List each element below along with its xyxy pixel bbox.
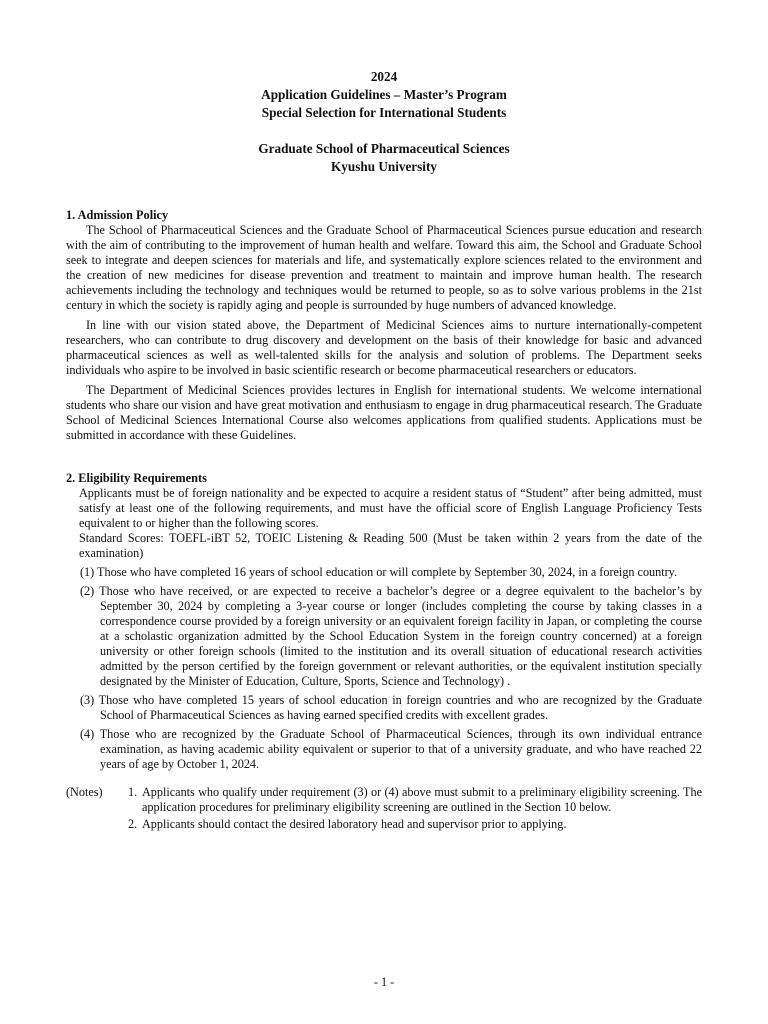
admission-policy-paragraph: The School of Pharmaceutical Sciences and the Graduate School of Pharmaceutical Sciences pursue education and research with the aim of contributing to the improvement of human health and welfare. Toward this aim, the School and Graduate School seek to integrate and deepen sciences for materials and life, and systematically explore sciences related to the environment and the creation of new medicines for disease prevention and treatment to maintain and improve human health. The research achievements including the technology and techniques would be returned to people, so as to solve various problems in the 21st century in which the society is rapidly aging and people is surrounded by huge numbers of advanced knowledge. — [66, 223, 702, 312]
requirement-item — [80, 693, 702, 723]
notes-block — [66, 785, 702, 834]
standard-scores: Standard Scores: TOEFL-iBT 52, TOEIC Listening & Reading 500 (Must be taken within 2 years from the date of the examination) — [79, 531, 702, 560]
note-item — [128, 817, 702, 832]
requirement-item — [80, 584, 702, 689]
document-title: Application Guidelines – Master’s Program — [261, 87, 507, 102]
page-number: - 1 - — [373, 975, 395, 989]
requirement-number: (2) — [80, 584, 95, 598]
admission-policy-heading: 1. Admission Policy — [66, 208, 169, 222]
document-subtitle: Special Selection for International Students — [261, 105, 507, 120]
eligibility-intro: Applicants must be of foreign nationality and be expected to acquire a resident status of “Student” after being admitted, must satisfy at least one of the following requirements, and must have the official score of English Language Proficiency Tests equivalent to or higher than the following scores. — [79, 486, 702, 530]
note-text: Applicants should contact the desired laboratory head and supervisor prior to applying. — [142, 817, 567, 831]
requirement-number: (3) — [80, 693, 95, 707]
requirement-text: Those who are recognized by the Graduate School of Pharmaceutical Sciences, through its own individual entrance examination, as having academic ability equivalent or superior to that of a university graduate, and who have reached 22 years of age by October 1, 2024. — [99, 727, 702, 771]
requirement-text: Those who have received, or are expected to receive a bachelor’s degree or a degree equivalent to the bachelor’s by September 30, 2024 by completing a 3-year course or longer (includes completing the course by taking classes in a correspondence course provided by a foreign university or an equivalent foreign facility in Japan, or completing the course at a scholastic organization admitted by the School Education System in the foreign country concerned) at a foreign university or other foreign schools (limited to the institution and its overall situation of educational research activities admitted by the person certified by the foreign government or relevant authorities, or the equivalent institution specially designated by the Minister of Education, Culture, Sports, Science and Technology) . — [99, 584, 702, 688]
university-name: Kyushu University — [331, 159, 437, 174]
requirement-item — [80, 565, 702, 580]
requirement-item — [80, 727, 702, 772]
note-item — [128, 785, 702, 815]
eligibility-section — [66, 470, 702, 834]
notes-label: (Notes) — [66, 785, 103, 799]
school-name: Graduate School of Pharmaceutical Sciences — [258, 141, 510, 156]
note-number: 2. — [128, 817, 138, 831]
admission-policy-section — [66, 207, 702, 443]
requirement-text: Those who have completed 16 years of school education or will complete by September 30, 2024, in a foreign country. — [97, 565, 678, 579]
requirement-text: Those who have completed 15 years of school education in foreign countries and who are recognized by the Graduate School of Pharmaceutical Sciences as having earned specified credits with excellent grades. — [98, 693, 702, 722]
requirement-number: (4) — [80, 727, 95, 741]
note-text: Applicants who qualify under requirement (3) or (4) above must submit to a preliminary eligibility screening. The application procedures for preliminary eligibility screening are outlined in the Section 10 below. — [142, 785, 702, 814]
admission-policy-paragraph: In line with our vision stated above, the Department of Medicinal Sciences aims to nurture internationally-competent researchers, who can contribute to drug discovery and development on the basis of their knowledge for basic and advanced pharmaceutical sciences as well as well-talented skills for the analysis and solution of problems. The Department seeks individuals who aspire to be involved in basic scientific research or become pharmaceutical researchers or educators. — [66, 318, 702, 377]
admission-policy-paragraph: The Department of Medicinal Sciences provides lectures in English for international students. We welcome international students who share our vision and have great motivation and enthusiasm to engage in drug pharmaceutical research. The Graduate School of Medicinal Sciences International Course also welcomes applications from qualified students. Applications must be submitted in accordance with these Guidelines. — [66, 383, 702, 442]
requirement-number: (1) — [80, 565, 95, 579]
document-page — [66, 68, 702, 834]
note-number: 1. — [128, 785, 138, 799]
requirements-list — [66, 565, 702, 772]
title-block — [66, 68, 702, 176]
eligibility-heading: 2. Eligibility Requirements — [66, 471, 207, 485]
year-heading: 2024 — [370, 69, 398, 84]
